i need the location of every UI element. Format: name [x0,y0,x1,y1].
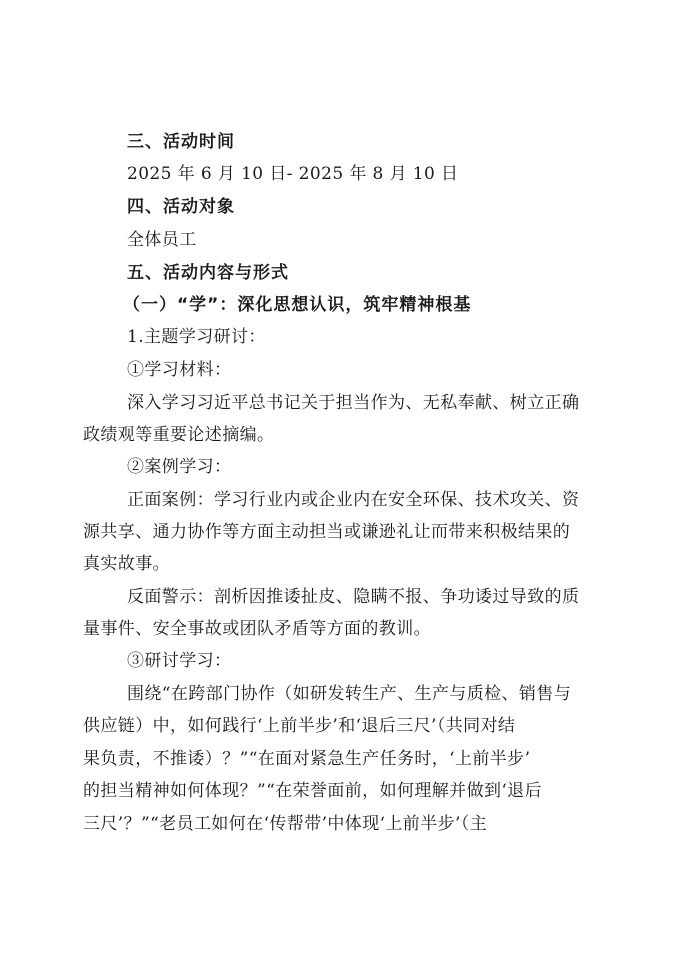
item-1c-text-line: 三尺’？”“老员工如何在‘传帮带’中体现‘上前半步’（主 [83,814,488,834]
item-1c-text-line: 围绕“在跨部门协作（如研发转生产、生产与质检、销售与 [127,684,572,704]
item-1c-text-line: 供应链）中，如何践行‘上前半步’和‘退后三尺’（共同对结 [83,716,516,736]
section-3-title: 三、活动时间 [127,132,235,152]
item-1c-label: ③研讨学习： [127,651,232,671]
item-1b-text-line: 源共享、通力协作等方面主动担当或谦逊礼让而带来积极结果的 [83,522,571,542]
item-1b-text-line: 正面案例：学习行业内或企业内在安全环保、技术攻关、资 [127,490,580,510]
activity-date-range: 2025 年 6 月 10 日- 2025 年 8 月 10 日 [127,164,459,184]
item-1a-text-line: 政绩观等重要论述摘编。 [83,425,275,445]
activity-target: 全体员工 [127,230,197,250]
item-1-heading: 1.主题学习研讨： [127,327,266,347]
section-5-title: 五、活动内容与形式 [127,263,289,283]
item-1c-text-line: 的担当精神如何体现？”“在荣誉面前，如何理解并做到‘退后 [83,781,542,801]
item-1c-text-line: 果负责，不推诿）？”“在面对紧急生产任务时，‘上前半步’ [83,749,531,769]
item-1b-warning-line: 量事件、安全事故或团队矛盾等方面的教训。 [83,619,431,639]
section-4-title: 四、活动对象 [127,197,235,217]
item-1b-text-line: 真实故事。 [83,554,170,574]
item-1b-label: ②案例学习： [127,457,232,477]
item-1b-warning-line: 反面警示：剖析因推诿扯皮、隐瞒不报、争功诿过导致的质 [127,587,580,607]
item-1a-text-line: 深入学习习近平总书记关于担当作为、无私奉献、树立正确 [127,393,580,413]
item-1a-label: ①学习材料： [127,360,232,380]
subsection-1-title: （一）“学”：深化思想认识，筑牢精神根基 [123,295,472,315]
